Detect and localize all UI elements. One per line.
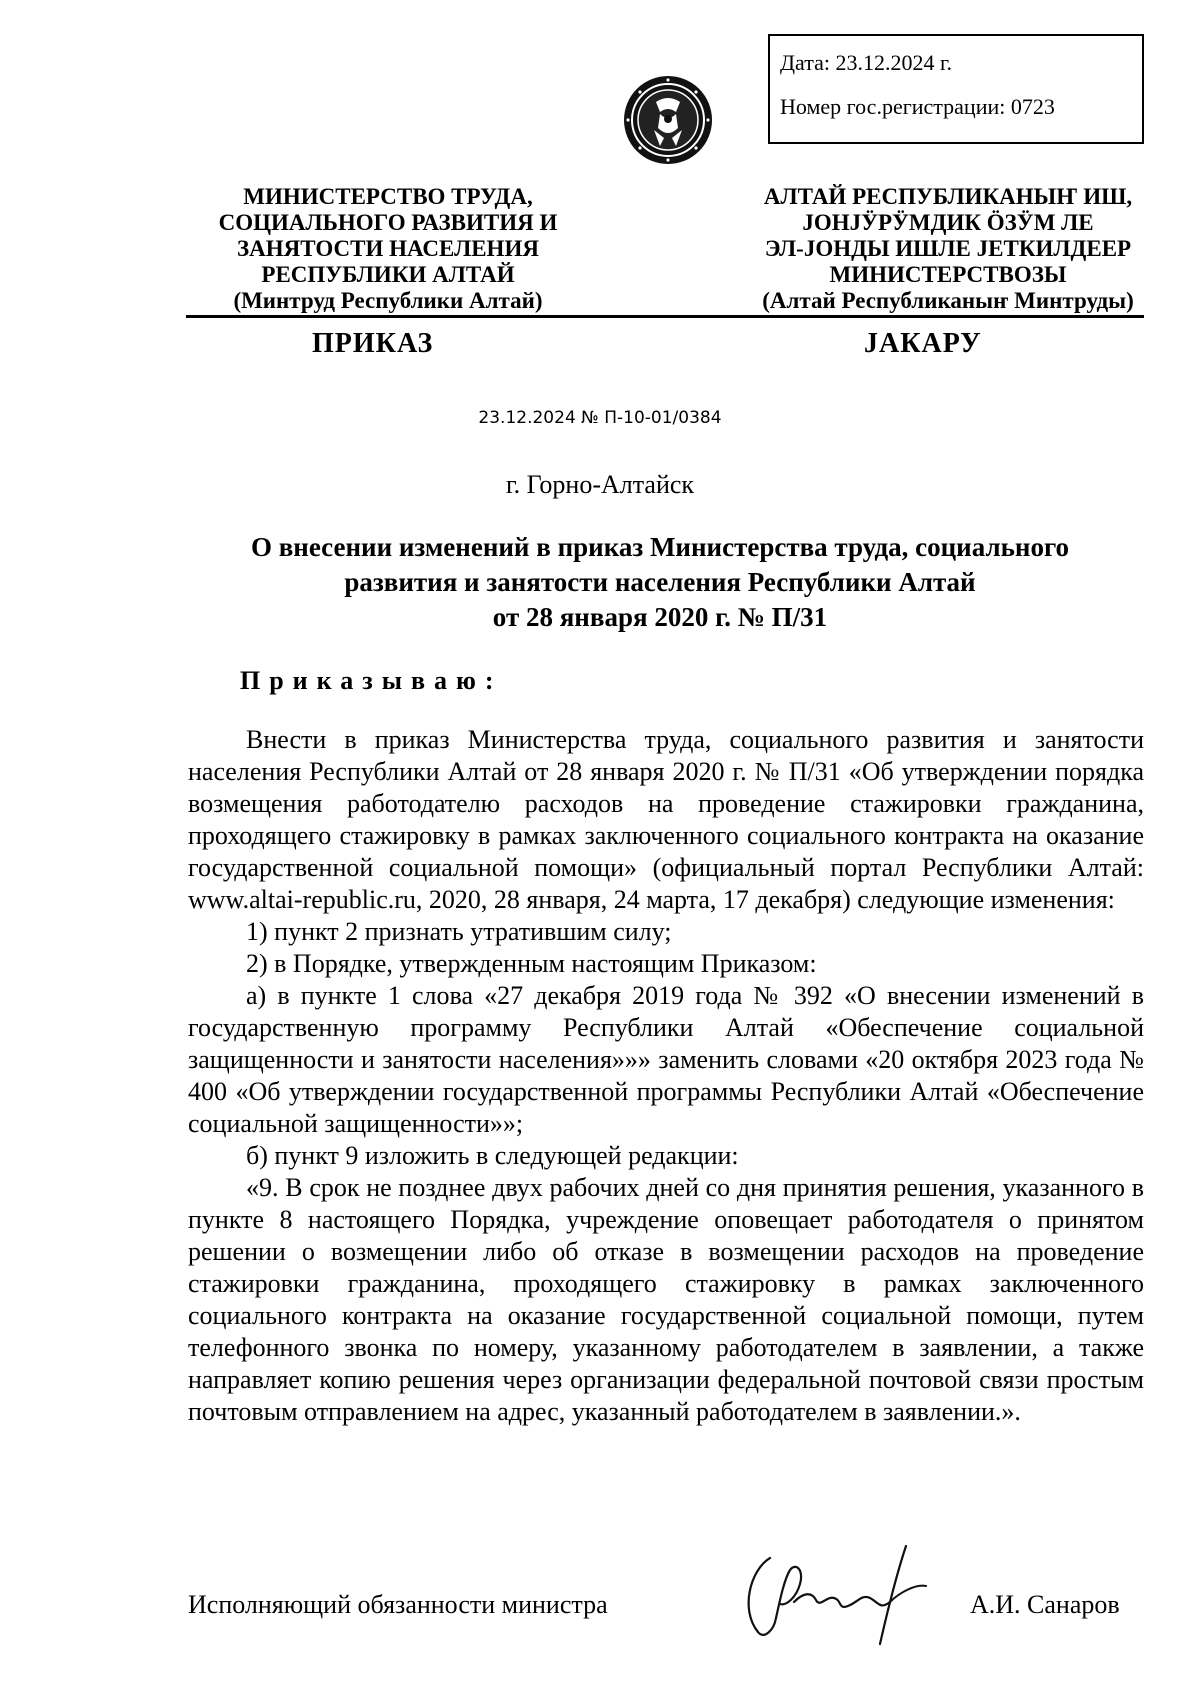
ministry-right-line: ЭЛ-ЈОНДЫ ИШЛЕ ЈЕТКИЛДЕЕР <box>764 236 1132 261</box>
body-paragraph: 2) в Порядке, утвержденным настоящим Приказом: <box>246 949 817 978</box>
ministry-right-line: МИНИСТЕРСТВОЗЫ <box>829 262 1067 287</box>
ministry-name-altai <box>728 184 1168 314</box>
signatory-role: Исполняющий обязанности министра <box>188 1590 608 1619</box>
ministry-right-line: АЛТАЙ РЕСПУБЛИКАНЫҤ ИШ, <box>763 184 1133 209</box>
body-paragraph: «9. В срок не позднее двух рабочих дней со дня принятия решения, указанного в пункте 8 настоящего Порядка, учреждение оповещает работодателя о принятом решении о возмещении либо об отказе в возмещении расходов на проведение стажировки гражданина, проходящего стажировку в рамках заключенного социального контракта на оказание государственной социальной помощи, путем телефонного звонка по номеру, указанному работодателем в заявлении, а также направляет копию решения через организации федеральной почтовой связи простым почтовым отправлением на адрес, указанный работодателем в заявлении.». <box>188 1173 1144 1426</box>
ministry-right-line: ЈОНЈӰРӰМДИК ÖЗӰМ ЛЕ <box>802 210 1094 235</box>
order-city: г. Горно-Алтайск <box>505 470 695 499</box>
ministry-left-line: МИНИСТЕРСТВО ТРУДА, <box>243 184 533 209</box>
body-paragraph: а) в пункте 1 слова «27 декабря 2019 года № 392 «О внесении изменений в государственную программу Республики Алтай «Обеспечение социальной защищенности и занятости населения»»» заменить словами «20 октября 2023 года № 400 «Об утверждении государственной программы Республики Алтай «Обеспечение социальной защищенности»»; <box>188 981 1144 1138</box>
order-body <box>188 724 1144 1428</box>
order-title <box>200 530 1120 635</box>
ministry-right-line: (Алтай Республиканыҥ Минтруды) <box>762 288 1134 313</box>
order-directive: Приказываю: <box>240 666 503 695</box>
body-paragraph: Внести в приказ Министерства труда, социального развития и занятости населения Республики Алтай от 28 января 2020 г. № П/31 «Об утверждении порядка возмещения работодателю расходов на проведение стажировки гражданина, проходящего стажировку в рамках заключенного социального контракта на оказание государственной социальной помощи» (официальный портал Республики Алтай: www.altai-republic.ru, 2020, 28 января, 24 марта, 17 декабря) следующие изменения: <box>188 725 1144 914</box>
title-line: от 28 января 2020 г. № П/31 <box>492 602 828 632</box>
ministry-left-line: СОЦИАЛЬНОГО РАЗВИТИЯ И <box>218 210 558 235</box>
body-paragraph: б) пункт 9 изложить в следующей редакции: <box>246 1141 739 1170</box>
title-line: О внесении изменений в приказ Министерства труда, социального <box>250 532 1070 562</box>
order-number: 23.12.2024 № П-10-01/0384 <box>478 408 722 428</box>
order-word-russian: ПРИКАЗ <box>312 328 434 359</box>
ministry-left-line: ЗАНЯТОСТИ НАСЕЛЕНИЯ <box>237 236 539 261</box>
header-divider <box>186 315 1144 318</box>
coat-of-arms-icon <box>620 72 716 168</box>
ministry-left-line: (Минтруд Республики Алтай) <box>233 288 543 313</box>
handwritten-signature-icon <box>730 1540 950 1650</box>
ministry-name-russian <box>188 184 588 314</box>
body-paragraph: 1) пункт 2 признать утратившим силу; <box>246 917 672 946</box>
signatory-name: А.И. Санаров <box>970 1590 1120 1619</box>
ministry-left-line: РЕСПУБЛИКИ АЛТАЙ <box>261 262 515 287</box>
registration-stamp <box>768 34 1144 144</box>
title-line: развития и занятости населения Республики Алтай <box>344 567 976 597</box>
registration-date: Дата: 23.12.2024 г. <box>780 50 953 75</box>
registration-number: Номер гос.регистрации: 0723 <box>780 94 1055 119</box>
order-word-altai: ЈАКАРУ <box>864 328 982 359</box>
